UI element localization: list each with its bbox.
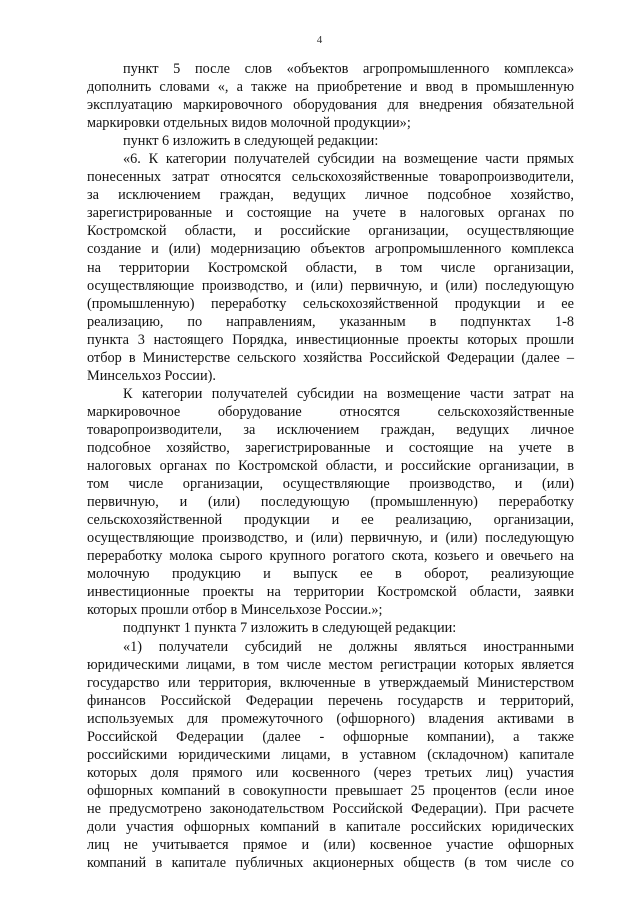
text-line: дополнить словами «, а также на приобретение и ввод в промышленную	[87, 79, 574, 96]
text-line: российскими юридическими лицами, в уставном (складочном) капитале	[87, 746, 574, 763]
text-line: товаропроизводители, за исключением граждан, ведущих личное	[87, 421, 574, 438]
text-line: за исключением граждан, ведущих личное подсобное хозяйство,	[87, 187, 574, 204]
text-line: офшорных компаний в совокупности превышает 25 процентов (если иное	[87, 782, 574, 799]
text-line: маркировки отдельных видов молочной продукции»;	[87, 115, 411, 132]
text-line: (промышленную) переработку сельскохозяйственной продукции и ее	[87, 295, 574, 312]
text-line: первичную, и (или) последующую (промышленную) переработку	[87, 494, 574, 511]
text-line: сельскохозяйственной продукции и ее реализацию, организации,	[87, 512, 574, 529]
text-line: «1) получатели субсидий не должны являться иностранными	[123, 638, 574, 655]
text-line: государство или территория, включенные в утверждаемый Министерством	[87, 674, 574, 691]
text-line: отбор в Министерстве сельского хозяйства Российской Федерации (далее –	[87, 349, 574, 366]
page-number: 4	[316, 34, 323, 46]
text-line: Минсельхоз России).	[87, 367, 216, 384]
paragraph	[87, 60, 574, 132]
text-line: эксплуатацию маркировочного оборудования для внедрения обязательной	[87, 97, 574, 114]
text-line: подпункт 1 пункта 7 изложить в следующей редакции:	[123, 620, 457, 637]
text-line: подсобное хозяйство, зарегистрированные и состоящие на учете в	[87, 439, 574, 456]
text-line: «6. К категории получателей субсидии на возмещение части прямых	[123, 151, 574, 168]
text-line: инвестиционные проекты на территории Костромской области, заявки	[87, 584, 574, 601]
text-line: налоговых органах по Костромской области, и российские организации, в	[87, 458, 574, 475]
text-line: понесенных затрат относятся сельскохозяйственные товаропроизводители,	[87, 169, 574, 186]
text-line: Российской Федерации (далее - офшорные компании), а также	[87, 728, 574, 745]
text-line: Костромской области, и российские организации, осуществляющие	[87, 223, 574, 240]
text-line: финансов Российской Федерации перечень государств и территорий,	[87, 692, 574, 709]
text-line: компаний в капитале публичных акционерных обществ (в том числе со	[87, 855, 574, 872]
text-line: зарегистрированные и состоящие на учете в налоговых органах по	[87, 205, 574, 222]
text-line: лиц не учитывается прямое и (или) косвенное участие офшорных	[87, 837, 574, 854]
text-line: которых прошли отбор в Минсельхозе России.»;	[87, 602, 383, 619]
paragraph	[87, 638, 574, 873]
text-line: К категории получателей субсидии на возмещение части затрат на	[123, 385, 574, 402]
text-line: осуществляющие производство, и (или) первичную, и (или) последующую	[87, 277, 574, 294]
text-line: юридическими лицами, в том числе местом регистрации которых является	[87, 656, 574, 673]
text-line: том числе организации, осуществляющие производство, и (или)	[87, 476, 574, 493]
paragraph	[87, 132, 574, 150]
text-line: создание и (или) модернизацию объектов агропромышленного комплекса	[87, 241, 574, 258]
text-line: реализацию, по направлениям, указанным в подпунктах 1-8	[87, 313, 574, 330]
text-line: пункт 6 изложить в следующей редакции:	[123, 133, 379, 150]
paragraph	[87, 385, 574, 620]
text-line: молочную продукцию и выпуск ее в оборот, реализующие	[87, 566, 574, 583]
document-body	[87, 60, 574, 872]
text-line: осуществляющие производство, и (или) первичную, и (или) последующую	[87, 530, 574, 547]
text-line: не предусмотрено законодательством Российской Федерации). При расчете	[87, 800, 574, 817]
text-line: которых доля прямого или косвенного (через третьих лиц) участия	[87, 764, 574, 781]
text-line: пункт 5 после слов «объектов агропромышленного комплекса»	[123, 61, 574, 77]
text-line: на территории Костромской области, в том числе организации,	[87, 259, 574, 276]
text-line: доли участия офшорных компаний в капитале российских юридических	[87, 818, 574, 835]
text-line: переработку молока сырого крупного рогатого скота, козьего и овечьего на	[87, 548, 574, 565]
text-line: используемых для промежуточного (офшорного) владения активами в	[87, 710, 574, 727]
paragraph	[87, 619, 574, 637]
text-line: маркировочное оборудование относятся сельскохозяйственные	[87, 403, 574, 420]
paragraph	[87, 150, 574, 385]
text-line: пункта 3 настоящего Порядка, инвестиционные проекты которых прошли	[87, 331, 574, 348]
